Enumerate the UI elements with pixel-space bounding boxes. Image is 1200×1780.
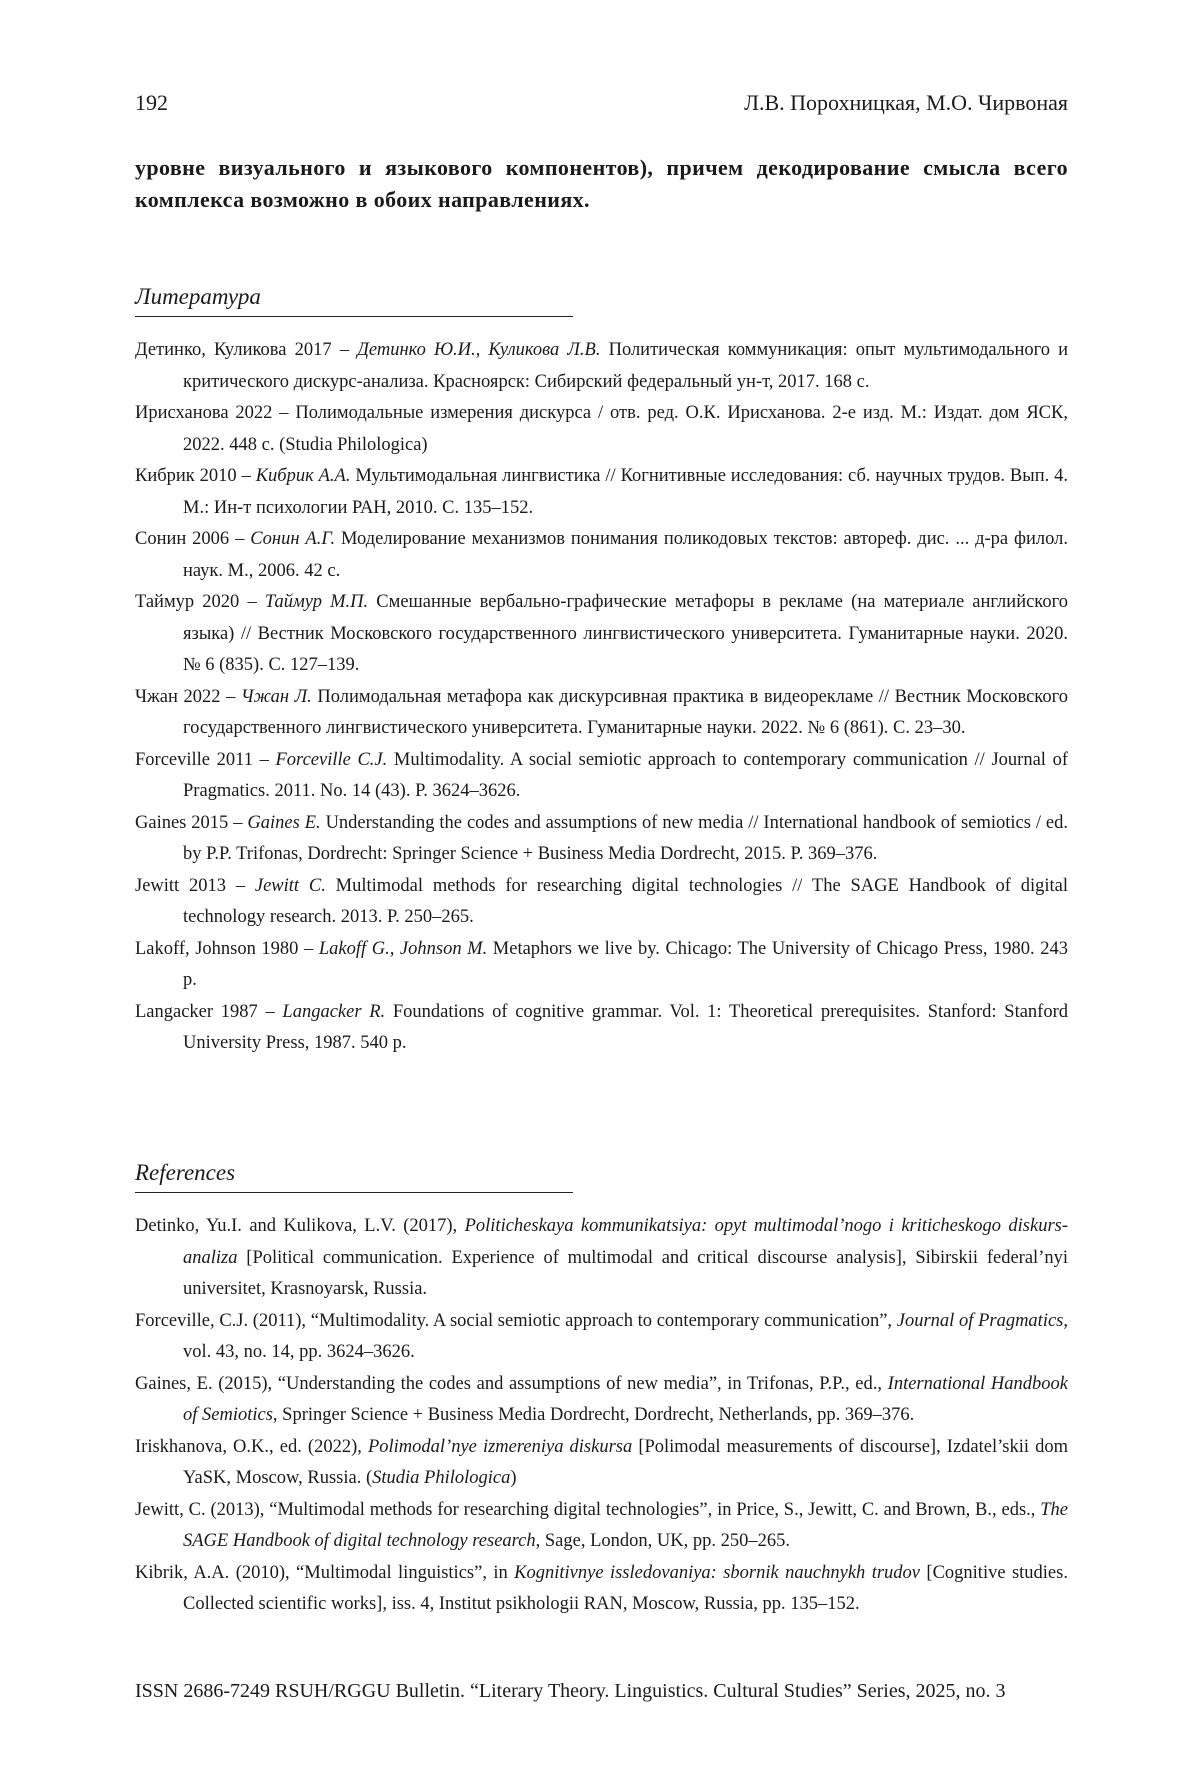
entry-text: Forceville 2011 –	[135, 750, 276, 770]
entry-text: Таймур 2020 –	[135, 592, 265, 612]
bibliography-entry	[135, 398, 1068, 461]
entry-text: Jewitt, C. (2013), “Multimodal methods for researching digital technologies”, in Price, S., Jewitt, C. and Brown, B., eds.,	[135, 1500, 1040, 1520]
entry-italic-text: Langacker R.	[282, 1002, 385, 1022]
entry-italic-text: The SAGE Handbook of digital technology research	[183, 1500, 1068, 1552]
entry-text: Lakoff, Johnson 1980 –	[135, 939, 319, 959]
entry-italic-text: Lakoff G., Johnson M.	[319, 939, 487, 959]
entry-text: Ирисханова 2022 – Полимодальные измерения дискурса / отв. ред. О.К. Ирисханова. 2-е изд. М.: Издат. дом ЯСК, 2022. 448 с. (Studia Philologica)	[135, 403, 1068, 455]
bibliography-entry	[135, 524, 1068, 587]
entry-text: Моделирование механизмов понимания поликодовых текстов: автореф. дис. ... д-ра филол. наук. М., 2006. 42 с.	[183, 529, 1068, 581]
entry-italic-text: Studia Philologica	[372, 1468, 510, 1488]
entry-text: Multimodal methods for researching digital technologies // The SAGE Handbook of digital technology research. 2013. P. 250–265.	[183, 876, 1068, 928]
body-paragraph: уровне визуального и языкового компонентов), причем декодирование смысла всего комплекса возможно в обоих направлениях.	[135, 152, 1068, 216]
entry-text: Кибрик 2010 –	[135, 466, 256, 486]
bibliography-entry	[135, 1495, 1068, 1558]
entry-text: Политическая коммуникация: опыт мультимодального и критического дискурс-анализа. Красноярск: Сибирский федеральный ун-т, 2017. 168 с.	[183, 340, 1068, 392]
running-authors: Л.В. Порохницкая, М.О. Чирвоная	[744, 90, 1068, 116]
bibliography-entry	[135, 745, 1068, 808]
bibliography-entry	[135, 1306, 1068, 1369]
entry-italic-text: Polimodal’nye izmereniya diskursa	[368, 1437, 632, 1457]
bibliography-entry	[135, 808, 1068, 871]
entry-text: Multimodality. A social semiotic approach to contemporary communication // Journal of Pragmatics. 2011. No. 14 (43). P. 3624–3626.	[183, 750, 1068, 802]
entry-italic-text: Jewitt C.	[255, 876, 326, 896]
entry-text: Forceville, C.J. (2011), “Multimodality. A social semiotic approach to contemporary communication”,	[135, 1311, 897, 1331]
entry-italic-text: Forceville C.J.	[276, 750, 388, 770]
entry-italic-text: Gaines E.	[247, 813, 320, 833]
references-list	[135, 1211, 1068, 1621]
literatura-heading: Литература	[135, 284, 573, 317]
bibliography-entry	[135, 1558, 1068, 1621]
bibliography-entry	[135, 335, 1068, 398]
entry-italic-text: Таймур М.П.	[265, 592, 368, 612]
entry-text: Gaines 2015 –	[135, 813, 247, 833]
entry-italic-text: International Handbook of Semiotics	[183, 1374, 1068, 1426]
entry-text: Сонин 2006 –	[135, 529, 250, 549]
entry-italic-text: Сонин А.Г.	[250, 529, 335, 549]
entry-text: Смешанные вербально-графические метафоры в рекламе (на материале английского языка) // Вестник Московского государственного лингвистического университета. Гуманитарные науки. 2020. № 6 (835). С. 127–139.	[183, 592, 1068, 675]
bibliography-entry	[135, 871, 1068, 934]
bibliography-entry	[135, 1432, 1068, 1495]
entry-text: Iriskhanova, O.K., ed. (2022),	[135, 1437, 368, 1457]
entry-text: Jewitt 2013 –	[135, 876, 255, 896]
entry-text: Metaphors we live by. Chicago: The University of Chicago Press, 1980. 243 p.	[183, 939, 1068, 991]
entry-text: Детинко, Куликова 2017 –	[135, 340, 357, 360]
literatura-section	[135, 284, 1068, 1060]
page-footer: ISSN 2686-7249 RSUH/RGGU Bulletin. “Literary Theory. Linguistics. Cultural Studies” Series, 2025, no. 3	[135, 1680, 1068, 1703]
entry-italic-text: Kognitivnye issledovaniya: sbornik nauchnykh trudov	[514, 1563, 920, 1583]
entry-italic-text: Кибрик А.А.	[256, 466, 351, 486]
literatura-list	[135, 335, 1068, 1060]
references-heading: References	[135, 1160, 573, 1193]
running-header	[135, 90, 1068, 116]
entry-italic-text: Чжан Л.	[241, 687, 312, 707]
entry-text: , vol. 43, no. 14, pp. 3624–3626.	[183, 1311, 1068, 1363]
entry-text: [Cognitive studies. Collected scientific works], iss. 4, Institut psikhologii RAN, Moscow, Russia, pp. 135–152.	[183, 1563, 1068, 1615]
entry-italic-text: Politicheskaya kommunikatsiya: opyt multimodal’nogo i kriticheskogo diskurs-analiza	[183, 1216, 1068, 1268]
entry-text: )	[510, 1468, 516, 1488]
bibliography-entry	[135, 461, 1068, 524]
bibliography-entry	[135, 587, 1068, 682]
entry-text: Kibrik, A.A. (2010), “Multimodal linguistics”, in	[135, 1563, 514, 1583]
bibliography-entry	[135, 997, 1068, 1060]
entry-text: , Springer Science + Business Media Dordrecht, Dordrecht, Netherlands, pp. 369–376.	[273, 1405, 914, 1425]
entry-italic-text: Детинко Ю.И., Куликова Л.В.	[357, 340, 600, 360]
entry-text: Understanding the codes and assumptions of new media // International handbook of semiotics / ed. by P.P. Trifonas, Dordrecht: Springer Science + Business Media Dordrecht, 2015. P. 369–376.	[183, 813, 1068, 865]
bibliography-entry	[135, 682, 1068, 745]
entry-text: Detinko, Yu.I. and Kulikova, L.V. (2017),	[135, 1216, 465, 1236]
bibliography-entry	[135, 1211, 1068, 1306]
references-section	[135, 1160, 1068, 1621]
entry-text: Foundations of cognitive grammar. Vol. 1: Theoretical prerequisites. Stanford: Stanford University Press, 1987. 540 p.	[183, 1002, 1068, 1054]
entry-text: Чжан 2022 –	[135, 687, 241, 707]
page-number: 192	[135, 90, 168, 116]
entry-text: Gaines, E. (2015), “Understanding the codes and assumptions of new media”, in Trifonas, P.P., ed.,	[135, 1374, 888, 1394]
entry-text: [Political communication. Experience of multimodal and critical discourse analysis], Sibirskii federal’nyi universitet, Krasnoyarsk, Russia.	[183, 1248, 1068, 1300]
bibliography-entry	[135, 1369, 1068, 1432]
entry-text: Полимодальная метафора как дискурсивная практика в видеорекламе // Вестник Московского государственного лингвистического университета. Гуманитарные науки. 2022. № 6 (861). С. 23–30.	[183, 687, 1068, 739]
entry-text: [Polimodal measurements of discourse], Izdatel’skii dom YaSK, Moscow, Russia. (	[183, 1437, 1068, 1489]
entry-text: , Sage, London, UK, pp. 250–265.	[536, 1531, 790, 1551]
entry-italic-text: Journal of Pragmatics	[897, 1311, 1064, 1331]
entry-text: Langacker 1987 –	[135, 1002, 282, 1022]
bibliography-entry	[135, 934, 1068, 997]
entry-text: Мультимодальная лингвистика // Когнитивные исследования: сб. научных трудов. Вып. 4. М.: Ин-т психологии РАН, 2010. С. 135–152.	[183, 466, 1068, 518]
